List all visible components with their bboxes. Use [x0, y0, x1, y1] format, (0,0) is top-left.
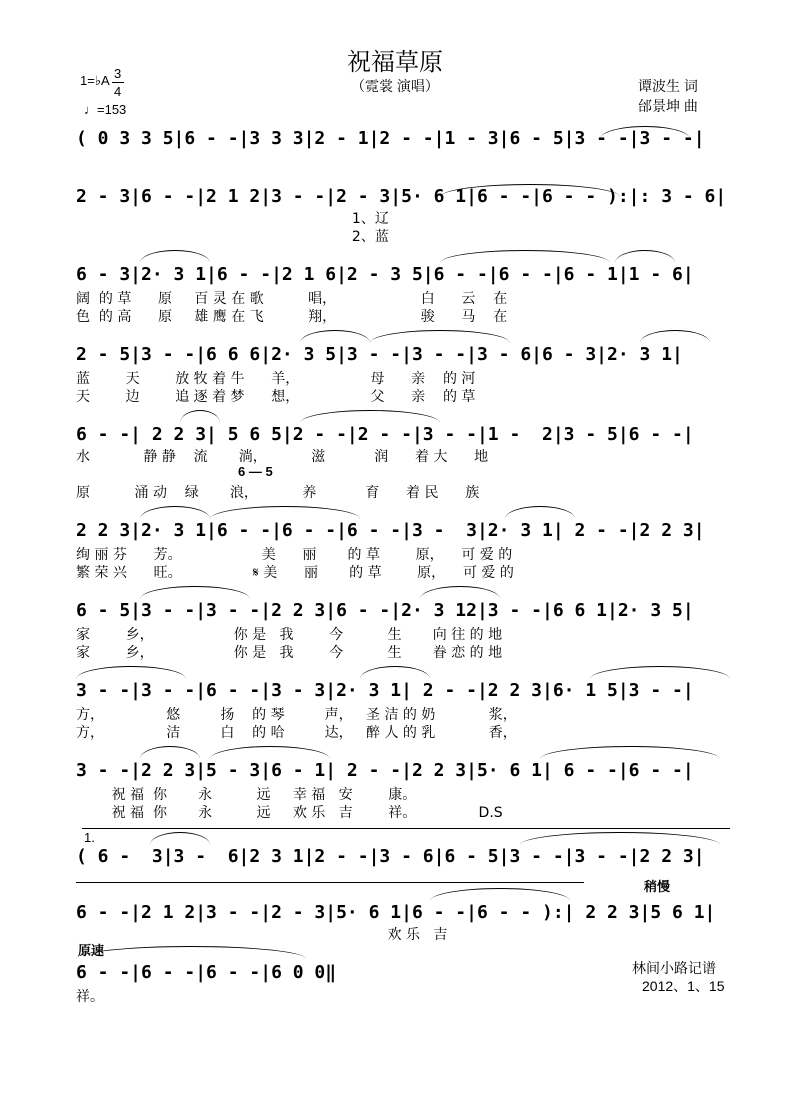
lyrics-row-2-verse-1: 1、辽 [76, 211, 389, 226]
time-signature-denominator: 4 [114, 84, 122, 99]
lyrics-row-9-verse-2: 祝 福 你 永 远 欢 乐 吉 祥。 D.S [76, 805, 503, 820]
slur-arc [505, 506, 575, 519]
time-signature-numerator: 3 [114, 66, 122, 81]
volta-bracket [82, 828, 730, 829]
score-row-11: 6 - -|2 1 2|3 - -|2 - 3|5· 6 1|6 - -|6 - - ):| 2 2 3|5 6 1| [76, 902, 716, 923]
lyrics-row-5-verse-2: 原 涌 动 绿 浪， 养 育 着 民 族 [76, 485, 480, 500]
lyrics-row-5-verse-1: 水 静 静 流 淌， 滋 润 着 大 地 [76, 449, 489, 464]
slur-arc [360, 666, 430, 679]
slur-arc [180, 410, 220, 423]
score-row-3: 6 - 3|2· 3 1|6 - -|2 1 6|2 - 3 5|6 - -|6 - -|6 - 1|1 - 6| [76, 264, 694, 285]
score-row-2: 2 - 3|6 - -|2 1 2|3 - -|2 - 3|5· 6 1|6 - -|6 - - ):|: 3 - 6| [76, 186, 727, 207]
slur-arc [615, 250, 675, 263]
lyrics-row-3-verse-1: 阔 的 草 原 百 灵 在 歌 唱， 白 云 在 [76, 291, 508, 306]
lyrics-row-4-verse-1: 蓝 天 放 牧 着 牛 羊， 母 亲 的 河 [76, 371, 476, 386]
slur-arc [420, 586, 500, 599]
record-date: 2012、1、15 [642, 978, 725, 994]
volta-bracket-2 [76, 882, 584, 883]
slowdown-mark: 稍慢 [644, 879, 671, 894]
performer-subtitle: （霓裳 演唱） [351, 78, 439, 94]
tie-arc [590, 666, 730, 679]
score-row-10: ( 6 - 3|3 - 6|2 3 1|2 - -|3 - 6|6 - 5|3 - -|3 - -|2 2 3| [76, 846, 705, 867]
tie-arc [76, 946, 306, 959]
tie-arc [440, 250, 610, 263]
tie-arc [140, 586, 250, 599]
slur-arc [140, 506, 210, 519]
key-signature: 1=♭A [80, 73, 110, 88]
score-row-7: 6 - 5|3 - -|3 - -|2 2 3|6 - -|2· 3 12|3 - -|6 6 1|2· 3 5| [76, 600, 694, 621]
ornament-notes: 6 — 5 [238, 464, 273, 479]
tie-arc [300, 410, 440, 423]
lyrics-row-6-verse-1: 绚 丽 芬 芳。 美 丽 的 草 原， 可 爱 的 [76, 547, 513, 562]
tempo-marking: ♩=153 [84, 102, 127, 117]
slur-arc [150, 832, 210, 845]
lyricist-credit: 谭波生 词 [638, 78, 698, 94]
slur-arc [140, 746, 200, 759]
tie-arc [520, 832, 720, 845]
lyrics-row-2-verse-2: 2、蓝 [76, 229, 389, 244]
score-row-9: 3 - -|2 2 3|5 - 3|6 - 1| 2 - -|2 2 3|5· 6 1| 6 - -|6 - -| [76, 760, 694, 781]
volta-one-label: 1. [84, 830, 95, 845]
tie-arc [430, 888, 570, 901]
slur-arc [210, 746, 330, 759]
composer-credit: 邰景坤 曲 [638, 98, 698, 114]
slur-arc [300, 330, 370, 343]
time-signature-bar [112, 82, 124, 83]
tie-arc [210, 506, 360, 519]
lyrics-row-12: 祥。 [76, 989, 104, 1004]
lyrics-row-7-verse-2: 家 乡， 你 是 我 今 生 眷 恋 的 地 [76, 645, 503, 660]
tie-arc [540, 746, 720, 759]
lyrics-row-6-verse-2: 繁 荣 兴 旺。 𝄋 美 丽 的 草 原， 可 爱 的 [76, 565, 514, 580]
lyrics-row-7-verse-1: 家 乡， 你 是 我 今 生 向 往 的 地 [76, 627, 503, 642]
score-row-6: 2 2 3|2· 3 1|6 - -|6 - -|6 - -|3 - 3|2· 3 1| 2 - -|2 2 3| [76, 520, 705, 541]
score-row-8: 3 - -|3 - -|6 - -|3 - 3|2· 3 1| 2 - -|2 2 3|6· 1 5|3 - -| [76, 680, 694, 701]
lyrics-row-9-verse-1: 祝 福 你 永 远 幸 福 安 康。 [76, 787, 417, 802]
score-row-5: 6 - -| 2 2 3| 5 6 5|2 - -|2 - -|3 - -|1 - 2|3 - 5|6 - -| [76, 424, 694, 445]
original-tempo-mark: 原速 [78, 943, 105, 958]
score-row-4: 2 - 5|3 - -|6 6 6|2· 3 5|3 - -|3 - -|3 - 6|6 - 3|2· 3 1| [76, 344, 683, 365]
recorder-credit: 林间小路记谱 [632, 960, 716, 976]
lyrics-row-8-verse-1: 方， 悠 扬 的 琴 声， 圣 洁 的 奶 浆， [76, 707, 517, 722]
slur-arc [640, 330, 710, 343]
score-row-1: ( 0 3 3 5|6 - -|3 3 3|2 - 1|2 - -|1 - 3|6 - 5|3 - -|3 - -| [76, 128, 705, 149]
tie-arc [370, 330, 510, 343]
tie-arc [76, 666, 186, 679]
lyrics-row-11: 欢 乐 吉 [76, 927, 448, 942]
lyrics-row-4-verse-2: 天 边 追 逐 着 梦 想， 父 亲 的 草 [76, 389, 476, 404]
lyrics-row-3-verse-2: 色 的 高 原 雄 鹰 在 飞 翔， 骏 马 在 [76, 309, 508, 324]
score-row-12: 6 - -|6 - -|6 - -|6 0 0‖ [76, 962, 337, 983]
slur-arc [140, 250, 210, 263]
lyrics-row-8-verse-2: 方， 洁 白 的 哈 达， 醉 人 的 乳 香， [76, 725, 517, 740]
page-title: 祝福草原 [347, 49, 443, 76]
